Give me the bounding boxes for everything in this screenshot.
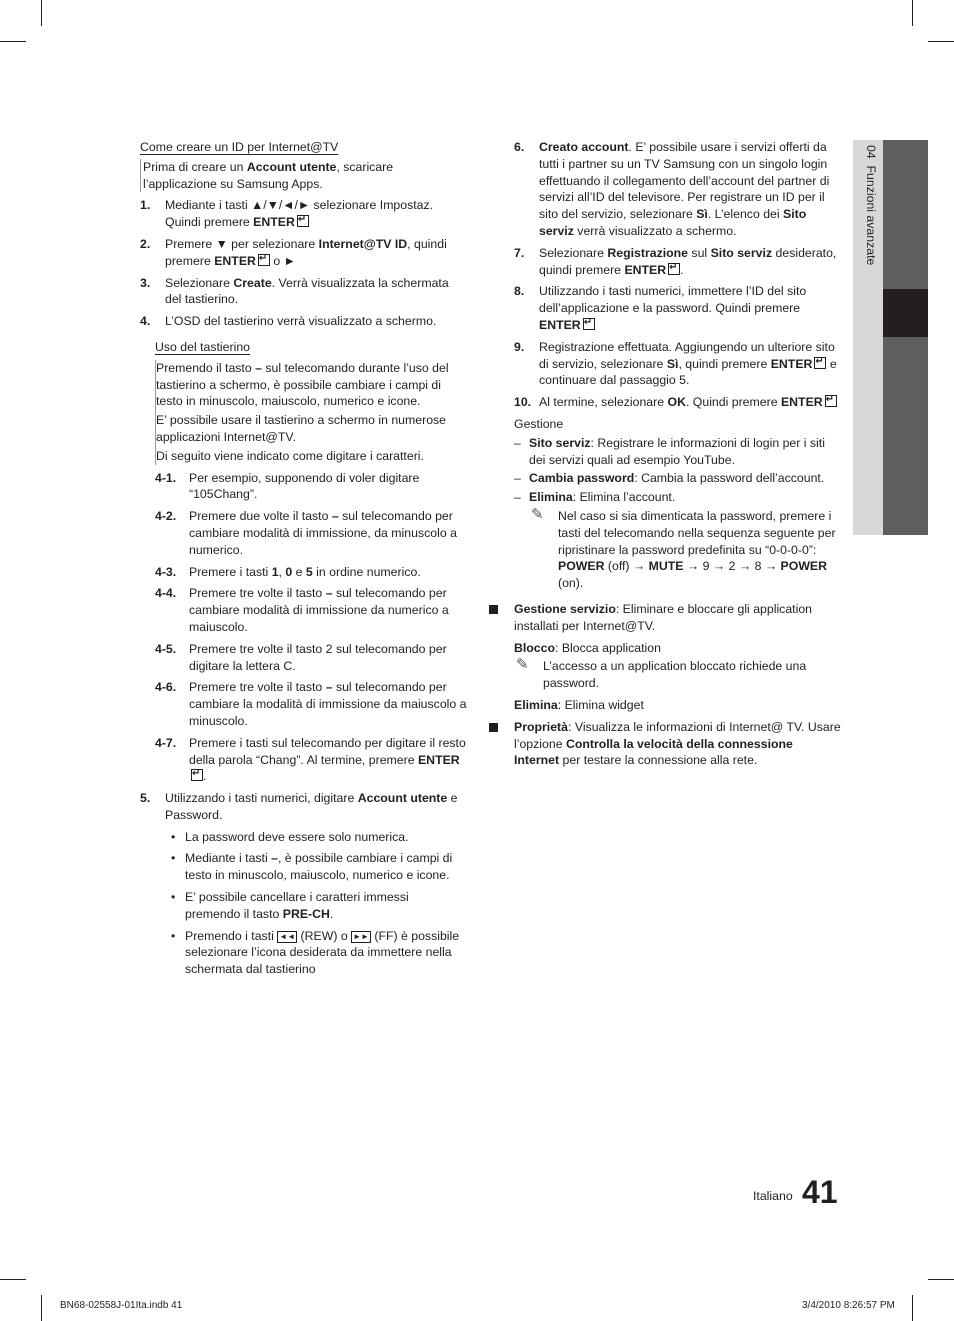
keyboard-section	[155, 339, 467, 785]
bullet-item: • Mediante i tasti –, è possibile cambiare i campi di testo in minuscolo, maiuscolo, numerico e icone.	[171, 851, 453, 883]
enter-key-icon	[583, 318, 595, 330]
bullet-item: • La password deve essere solo numerica.	[171, 829, 409, 844]
pencil-note-icon: ✎	[516, 656, 529, 674]
step-3: 3. Selezionare Create. Verrà visualizzata la schermata del tastierino.	[140, 275, 449, 307]
step-4-6: 4-6. Premere tre volte il tasto – sul telecomando per cambiare la modalità di immissione da maiuscolo a minuscolo.	[155, 680, 467, 728]
chapter-tab-dark	[883, 140, 928, 535]
dash-item: – Sito serviz: Registrare le informazioni di login per i siti dei servizi quali ad esempio YouTube.	[514, 435, 825, 467]
page-number: 41	[802, 1174, 838, 1210]
right-column	[489, 139, 841, 769]
bullet-icon: •	[171, 928, 176, 943]
step-4-5: 4-5. Premere tre volte il tasto 2 sul telecomando per digitare la lettera C.	[155, 641, 447, 673]
chapter-tab-marker	[883, 289, 928, 337]
keyboard-intro: Premendo il tasto – sul telecomando durante l’uso del tastierino a schermo, è possibile cambiare i campi di testo in minuscolo, maiuscolo, numerico e icone. E’ possibile usare il tastierino a schermo in numerose applicazioni Internet@TV. Di seguito viene indicato come digitare i caratteri.	[155, 360, 467, 465]
step-4-3: 4-3. Premere i tasti 1, 0 e 5 in ordine numerico.	[155, 564, 421, 579]
step-4-7: 4-7. Premere i tasti sul telecomando per digitare il resto della parola “Chang”. Al termine, premere ENTER↵.	[155, 735, 467, 785]
fast-forward-icon: ►►	[353, 931, 369, 941]
gestione-servizio-details: Blocco: Blocca application ✎ L’accesso a un application bloccato richiede una password. Elimina: Elimina widget	[514, 640, 841, 714]
step-4-4: 4-4. Premere tre volte il tasto – sul telecomando per cambiare modalità di immissione da numerico a maiuscolo.	[155, 586, 449, 634]
step-2: 2. Premere ▼ per selezionare Internet@TV ID, quindi premere ENTER↵ o ►	[140, 236, 467, 270]
enter-key-icon	[668, 263, 680, 275]
gestione-heading: Gestione	[514, 416, 564, 431]
crop-mark	[928, 41, 954, 42]
bullet-item: • E’ possibile cancellare i caratteri immessi premendo il tasto PRE-CH.	[171, 890, 409, 921]
crop-mark	[41, 1295, 42, 1321]
footer-language: Italiano	[753, 1189, 793, 1203]
print-slug-file: BN68-02558J-01Ita.indb 41	[60, 1300, 183, 1311]
bullet-icon: •	[171, 829, 176, 844]
rewind-icon: ◄◄	[279, 931, 296, 941]
note: ✎ L’accesso a un application bloccato richiede una password.	[516, 656, 807, 691]
chapter-title: 04 Funzioni avanzate	[864, 145, 878, 266]
steps-continued	[514, 139, 841, 592]
bullet-icon: •	[171, 851, 176, 866]
enter-key-icon	[258, 254, 270, 266]
step-10: 10. Al termine, selezionare OK. Quindi premere ENTER↵	[514, 394, 841, 411]
step-7: 7. Selezionare Registrazione sul Sito serviz desiderato, quindi premere ENTER↵ .	[514, 245, 841, 279]
left-column	[140, 139, 467, 978]
crop-mark	[928, 1279, 954, 1280]
keyboard-heading: Uso del tastierino	[155, 339, 251, 354]
square-item-gestione-servizio: Gestione servizio: Eliminare e bloccare gli application installati per Internet@TV.	[489, 601, 841, 635]
step-4: 4. L’OSD del tastierino verrà visualizzato a schermo.	[140, 314, 437, 329]
bullet-item: • Premendo i tasti ◄◄ (REW) o ►► (FF) è possibile selezionare l’icona desiderata da immettere nella schermata dal tastierino	[171, 928, 460, 977]
step-4-2: 4-2. Premere due volte il tasto – sul telecomando per cambiare modalità di immissione, da minuscolo a numerico.	[155, 509, 457, 557]
print-slug-date: 3/4/2010 8:26:57 PM	[802, 1300, 895, 1311]
section-heading: Come creare un ID per Internet@TV	[140, 140, 339, 154]
enter-key-icon	[814, 357, 826, 369]
square-bullet-icon	[489, 605, 498, 614]
step-1: 1. Mediante i tasti ▲/▼/◄/► selezionare Impostaz. Quindi premere ENTER↵	[140, 197, 467, 231]
square-item-proprieta: Proprietà: Visualizza le informazioni di Internet@ TV. Usare l’opzione Controlla la velocità della connessione Internet per testare la connessione alla rete.	[489, 719, 841, 769]
dash-item: – Cambia password: Cambia la password dell’account.	[514, 471, 825, 486]
step-9: 9. Registrazione effettuata. Aggiungendo un ulteriore sito di servizio, selezionare Sì, quindi premere ENTER↵ e continuare dal passaggio 5.	[514, 339, 841, 389]
enter-key-icon	[297, 215, 309, 227]
crop-mark	[912, 1295, 913, 1321]
crop-mark	[0, 41, 26, 42]
intro-block: Prima di creare un Account utente, scaricare l’applicazione su Samsung Apps.	[140, 159, 467, 193]
step-8: 8. Utilizzando i tasti numerici, immettere l’ID del sito dell’applicazione e la password. Quindi premere ENTER↵	[514, 283, 841, 333]
crop-mark	[41, 0, 42, 26]
step-5-bullets	[165, 829, 467, 978]
step-6: 6. Creato account. E’ possibile usare i servizi offerti da tutti i partner su un TV Samsung con un singolo login effettuando il collegamento dell’account del partner di servizi all’ID del televisore. Per registrare un ID per il sito del servizio, selezionare Sì. L’elenco dei Sito serviz verrà visualizzato a schermo.	[514, 140, 830, 238]
step-4-1: 4-1. Per esempio, supponendo di voler digitare “105Chang”.	[155, 470, 420, 502]
enter-key-icon	[825, 395, 837, 407]
dash-item: – Elimina: Elimina l’account.	[514, 490, 676, 505]
crop-mark	[0, 1279, 26, 1280]
note: ✎ Nel caso si sia dimenticata la password, premere i tasti del telecomando nella sequenza seguente per ripristinare la password predefinita su “0-0-0-0”: POWER (off) → MUTE → 9 → 2 → 8 → POWER (on).	[531, 505, 836, 591]
square-bullet-icon	[489, 723, 498, 732]
pencil-note-icon: ✎	[531, 505, 544, 523]
enter-key-icon	[191, 769, 203, 781]
step-5: 5. Utilizzando i tasti numerici, digitare Account utente e Password.	[140, 791, 458, 822]
bullet-icon: •	[171, 890, 176, 905]
crop-mark	[912, 0, 913, 26]
